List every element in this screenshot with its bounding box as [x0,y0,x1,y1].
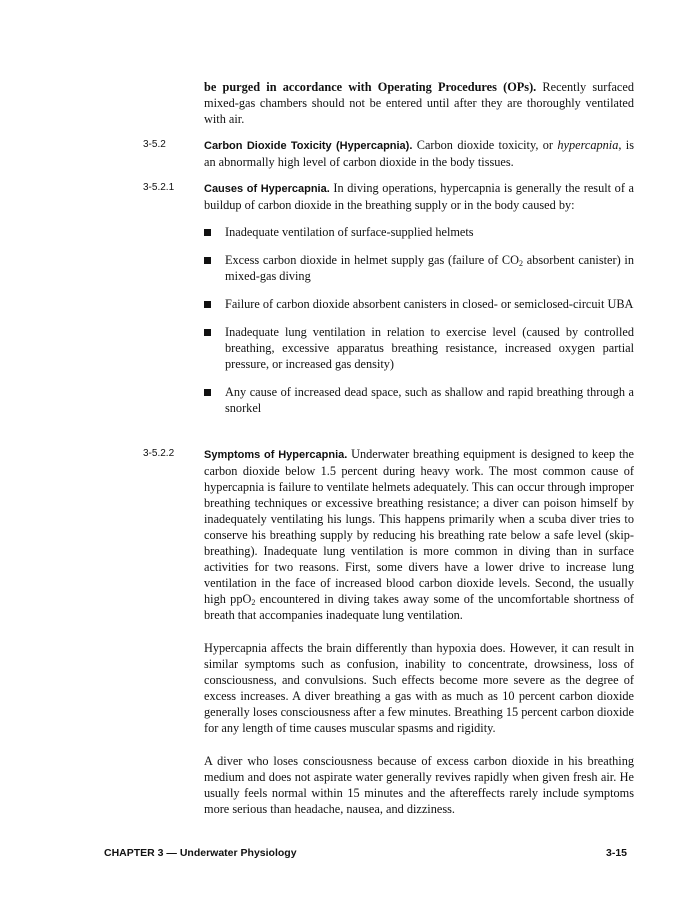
hypercapnia-effects-paragraph: Hypercapnia affects the brain differently than hypoxia does. However, it can result in similar symptoms such as confusion, inability to concentrate, drowsiness, loss of consciousness, and convulsions. Such effects become more severe as the degree of excess increases. A diver breathing a gas with as much as 10 percent carbon dioxide generally loses consciousness after a few minutes. Breathing 15 percent carbon dioxide for any length of time causes muscular spasms and rigidity. [204,641,634,735]
bullet-square-icon [204,301,211,308]
footer-page-number: 3-15 [606,847,628,859]
section-heading-symptoms-of-hypercapnia: Symptoms of Hypercapnia. [204,449,348,461]
section-heading-carbon-dioxide-toxicity: Carbon Dioxide Toxicity (Hypercapnia). [204,140,413,152]
paragraph-text: encountered in diving takes away some of the uncomfortable shortness of breath that accompanies inadequate lung ventilation. [204,592,634,622]
list-item: Any cause of increased dead space, such as shallow and rapid breathing through a snorkel [204,384,634,416]
bullet-square-icon [204,389,211,396]
paragraph-text: is an abnormally high level of carbon dioxide in the body tissues. [204,138,635,169]
italic-term: hypercapnia, [557,138,622,152]
section-number-3-5-2-1: 3-5.2.1 [143,182,175,193]
section-3-5-2-paragraph [204,137,634,170]
bullet-square-icon [204,229,211,236]
paragraph-text: In diving operations, hypercapnia is generally the result of a buildup of carbon dioxide in the breathing supply or in the body caused by: [204,181,634,212]
causes-bullet-list [204,224,634,416]
paragraph-text: Underwater breathing equipment is designed to keep the carbon dioxide below 1.5 percent during heavy work. The most common cause of hypercapnia is failure to ventilate helmets adequately. This can occur through improper breathing techniques or excessive breathing resistance; a diver can poison himself by inadequately ventilating his lungs. This happens primarily when a scuba diver tries to conserve his breathing supply by reducing his breathing rate below a safe level (skip-breathing). Inadequate lung ventilation is more common in diving than in surface activities for two reasons. First, some divers have a lower drive to increase lung ventilation in the face of increased blood carbon dioxide levels. Second, the usually high ppO [204,447,634,606]
list-item: Inadequate ventilation of surface-supplied helmets [204,224,634,240]
paragraph-text: Carbon dioxide toxicity, or [412,138,558,152]
list-item: Failure of carbon dioxide absorbent canisters in closed- or semiclosed-circuit UBA [204,296,634,312]
loss-of-consciousness-paragraph: A diver who loses consciousness because of excess carbon dioxide in his breathing medium and does not aspirate water generally revives rapidly when given fresh air. He usually feels normal within 15 minutes and the aftereffects rarely include symptoms more serious than headache, nausea, and dizziness. [204,754,634,816]
list-item: Excess carbon dioxide in helmet supply gas (failure of $CO_2$ absorbent canister) in mixed-gas diving [204,252,634,284]
footer-chapter-title: CHAPTER 3 — Underwater Physiology [104,847,297,859]
section-number-3-5-2-2: 3-5.2.2 [143,448,175,459]
paragraph-text: Recently surfaced mixed-gas chambers should not be entered until after they are thoroughly ventilated with air. [204,80,634,126]
continuation-paragraph [204,79,634,127]
section-number-3-5-2: 3-5.2 [143,139,166,150]
bullet-square-icon [204,329,211,336]
section-3-5-2-2-paragraph: Symptoms of Hypercapnia. Underwater breathing equipment is designed to keep the carbon dioxide below 1.5 percent during heavy work. The most common cause of hypercapnia is failure to ventilate helmets adequately. This can occur through improper breathing techniques or excessive breathing resistance; a diver can poison himself by inadequately ventilating his lungs. This happens primarily when a scuba diver tries to conserve his breathing supply by reducing his breathing rate below a safe level (skip-breathing). Inadequate lung ventilation is more common in diving than in surface activities for two reasons. First, some divers have a lower drive to increase lung ventilation in the face of increased blood carbon dioxide levels. Second, the usually high ppO$_2$ encountered in diving takes away some of the uncomfortable shortness of breath that accompanies inadequate lung ventilation. [204,447,634,622]
paragraph-lead-bold: be purged in accordance with Operating Procedures (OPs). [204,80,537,94]
section-heading-causes-of-hypercapnia: Causes of Hypercapnia. [204,183,330,195]
section-3-5-2-1-paragraph [204,180,634,213]
list-item: Inadequate lung ventilation in relation to exercise level (caused by controlled breathing, excessive apparatus breathing resistance, increased oxygen partial pressure, or increased gas density) [204,324,634,372]
bullet-square-icon [204,257,211,264]
